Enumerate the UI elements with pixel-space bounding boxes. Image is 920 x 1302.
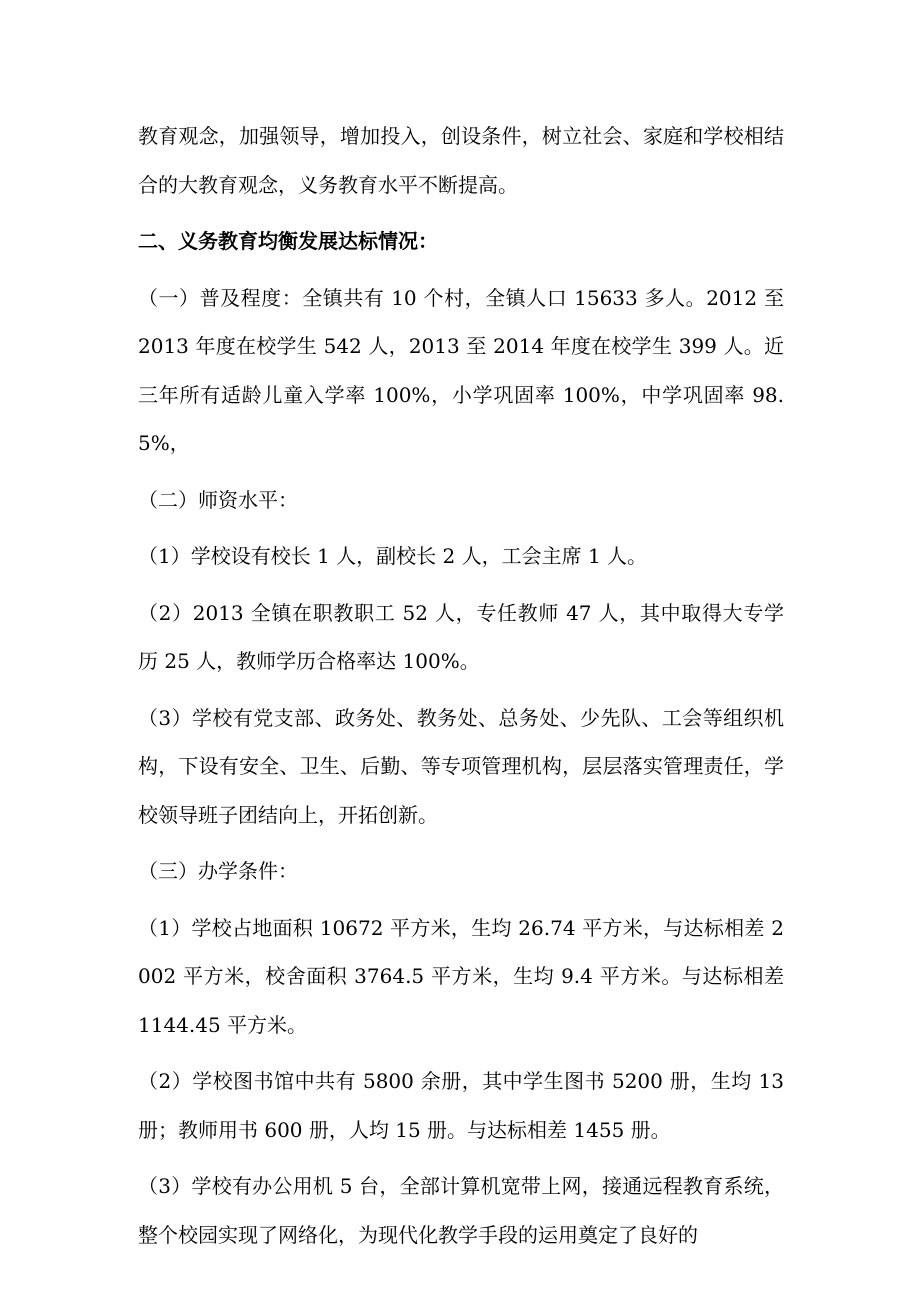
paragraph-conditions-3: （3）学校有办公用机 5 台，全部计算机宽带上网，接通远程教育系统，整个校园实现了网络化，为现代化教学手段的运用奠定了良好的 [138, 1174, 784, 1247]
paragraph-popularization: （一）普及程度：全镇共有 10 个村，全镇人口 15633 多人。2012 至 2013 年度在校学生 542 人，2013 至 2014 年度在校学生 399 人。近三年所有适龄儿童入学率 100%，小学巩固率 100%，中学巩固率 98.5%， [138, 285, 784, 455]
paragraph-conditions-1: （1）学校占地面积 10672 平方米，生均 26.74 平方米，与达标相差 2002 平方米，校舍面积 3764.5 平方米，生均 9.4 平方米。与达标相差 1144.45 平方米。 [138, 915, 784, 1037]
subheading-teachers: （二）师资水平： [138, 487, 298, 512]
paragraph-teachers-3: （3）学校有党支部、政务处、教务处、总务处、少先队、工会等组织机构，下设有安全、卫生、后勤、等专项管理机构，层层落实管理责任，学校领导班子团结向上，开拓创新。 [138, 705, 784, 827]
section-heading-compliance: 二、义务教育均衡发展达标情况： [138, 229, 438, 253]
paragraph-conditions-2: （2）学校图书馆中共有 5800 余册，其中学生图书 5200 册，生均 13 册；教师用书 600 册，人均 15 册。与达标相差 1455 册。 [138, 1069, 784, 1142]
paragraph-teachers-1: （1）学校设有校长 1 人，副校长 2 人，工会主席 1 人。 [138, 544, 648, 568]
paragraph-teachers-2: （2）2013 全镇在职教职工 52 人，专任教师 47 人，其中取得大专学历 25 人，教师学历合格率达 100%。 [138, 600, 784, 673]
subheading-conditions: （三）办学条件： [138, 859, 298, 883]
paragraph-intro-continuation: 教育观念，加强领导，增加投入，创设条件，树立社会、家庭和学校相结合的大教育观念，义务教育水平不断提高。 [138, 124, 784, 197]
document-body [138, 112, 784, 1267]
